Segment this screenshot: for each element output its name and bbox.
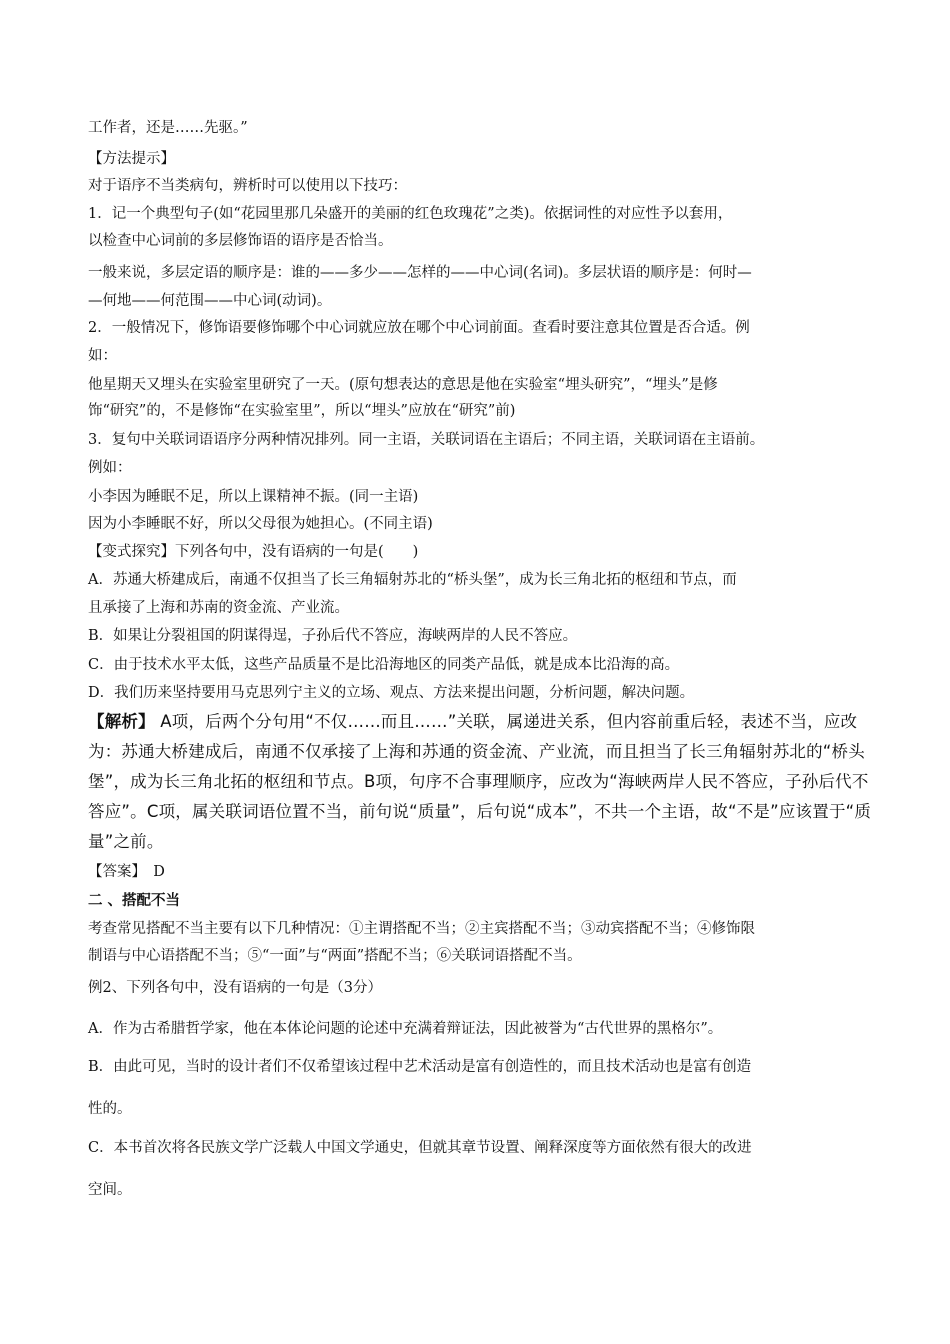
text-line: 如： [88, 348, 117, 364]
example-question-stem: 例2、下列各句中，没有语病的一句是（3分） [88, 980, 382, 996]
analysis-label: 【解析】 [88, 712, 155, 731]
option-a-continued: 且承接了上海和苏南的资金流、产业流。 [88, 600, 349, 616]
text-line: 1．记一个典型句子(如“花园里那几朵盛开的美丽的红色玫瑰花”之类)。依据词性的对应性予以套用， [88, 206, 733, 222]
answer-line: 【答案】 D [88, 864, 165, 880]
analysis-line: 答应”。C项，属关联词语位置不当，前句说“质量”，后句说“成本”，不共一个主语，故“不是”应该置于“质 [88, 802, 872, 821]
text-line: —何地——何范围——中心词(动词)。 [88, 293, 332, 309]
option-a: A．作为古希腊哲学家，他在本体论问题的论述中充满着辩证法，因此被誉为“古代世界的黑格尔”。 [88, 1021, 723, 1037]
text-line: 一般来说，多层定语的顺序是：谁的——多少——怎样的——中心词(名词)。多层状语的顺序是：何时— [88, 265, 752, 281]
analysis-line: 为：苏通大桥建成后，南通不仅承接了上海和苏通的资金流、产业流，而且担当了长三角辐射苏北的“桥头 [88, 742, 865, 761]
section-heading-method-tips: 【方法提示】 [88, 151, 175, 167]
option-b: B．如果让分裂祖国的阴谋得逞，子孙后代不答应，海峡两岸的人民不答应。 [88, 628, 578, 644]
text-line: 因为小李睡眠不好，所以父母很为她担心。(不同主语) [88, 516, 433, 532]
text-line: 2．一般情况下，修饰语要修饰哪个中心词就应放在哪个中心词前面。查看时要注意其位置是否合适。例 [88, 320, 750, 336]
text-line: 小李因为睡眠不足，所以上课精神不振。(同一主语) [88, 489, 419, 505]
text-line: 对于语序不当类病句，辨析时可以使用以下技巧： [88, 178, 407, 194]
text-line: 例如： [88, 460, 132, 476]
analysis-block [88, 707, 870, 857]
section-heading-collocation: 二 、搭配不当 [88, 893, 181, 909]
text-line: 3．复句中关联词语语序分两种情况排列。同一主语，关联词语在主语后；不同主语，关联词语在主语前。 [88, 432, 765, 448]
option-d: D．我们历来坚持要用马克思列宁主义的立场、观点、方法来提出问题，分析问题，解决问题。 [88, 685, 695, 701]
text-line: 他星期天又埋头在实验室里研究了一天。(原句想表达的意思是他在实验室“埋头研究”，“埋头”是修 [88, 377, 718, 393]
analysis-line: A项，后两个分句用“不仅……而且……”关联，属递进关系，但内容前重后轻，表述不当，应改 [154, 712, 858, 731]
text-line: 工作者，还是……先驱。” [88, 120, 248, 136]
text-line: 制语与中心语搭配不当；⑤“一面”与“两面”搭配不当；⑥关联词语搭配不当。 [88, 948, 582, 964]
option-c-continued: 空间。 [88, 1182, 132, 1198]
option-b-continued: 性的。 [88, 1101, 132, 1117]
option-a: A．苏通大桥建成后，南通不仅担当了长三角辐射苏北的“桥头堡”，成为长三角北拓的枢纽和节点，而 [88, 572, 737, 588]
text-line: 饰“研究”的，不是修饰“在实验室里”，所以“埋头”应放在“研究”前) [88, 403, 516, 419]
analysis-line: 量”之前。 [88, 832, 164, 851]
question-stem: 【变式探究】下列各句中，没有语病的一句是( ) [88, 544, 419, 560]
option-b: B．由此可见，当时的设计者们不仅希望该过程中艺术活动是富有创造性的，而且技术活动也是富有创造 [88, 1059, 752, 1075]
option-c: C．由于技术水平太低，这些产品质量不是比沿海地区的同类产品低，就是成本比沿海的高。 [88, 657, 680, 673]
text-line: 以检查中心词前的多层修饰语的语序是否恰当。 [88, 233, 393, 249]
analysis-line: 堡”，成为长三角北拓的枢纽和节点。B项，句序不合事理顺序，应改为“海峡两岸人民不答应，子孙后代不 [88, 772, 869, 791]
text-line: 考查常见搭配不当主要有以下几种情况：①主谓搭配不当；②主宾搭配不当；③动宾搭配不当；④修饰限 [88, 921, 755, 937]
option-c: C．本书首次将各民族文学广泛载人中国文学通史，但就其章节设置、阐释深度等方面依然有很大的改进 [88, 1140, 752, 1156]
